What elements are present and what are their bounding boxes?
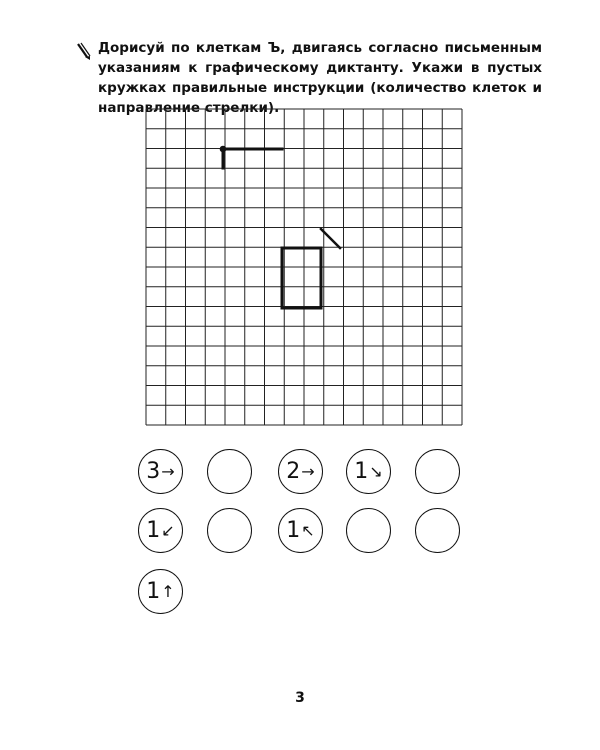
circle-number: 2 [286, 459, 301, 484]
circle-number: 1 [354, 459, 369, 484]
answer-circle-empty[interactable] [415, 449, 460, 494]
answer-circle [278, 449, 323, 494]
existing-drawing [220, 146, 340, 308]
answer-circle [138, 449, 183, 494]
circle-arrow: → [161, 462, 175, 481]
circle-number: 3 [146, 459, 161, 484]
answer-circle [138, 569, 183, 614]
answer-circle-empty[interactable] [207, 449, 252, 494]
answer-circle [278, 508, 323, 553]
grid-lines [146, 109, 462, 425]
circle-arrow: ↙ [161, 521, 175, 540]
answer-circle-empty[interactable] [415, 508, 460, 553]
circle-arrow: → [301, 462, 315, 481]
circle-arrow: ↘ [369, 462, 383, 481]
drawing-rectangle [282, 248, 321, 308]
circle-number: 1 [286, 518, 301, 543]
answer-circle [346, 449, 391, 494]
instruction-text: Дорисуй по клеткам Ъ, двигаясь согласно письменным указаниям к графическому диктанту. Укажи в пустых кружках правильные инструкции (количество клеток и направление стрелки). [98, 40, 542, 116]
answer-circle-empty[interactable] [207, 508, 252, 553]
circle-arrow: ↑ [161, 582, 175, 601]
page-number: 3 [295, 690, 305, 706]
answer-circle [138, 508, 183, 553]
circle-number: 1 [146, 579, 161, 604]
circle-number: 1 [146, 518, 161, 543]
circle-arrow: ↖ [301, 521, 315, 540]
answer-circle-empty[interactable] [346, 508, 391, 553]
